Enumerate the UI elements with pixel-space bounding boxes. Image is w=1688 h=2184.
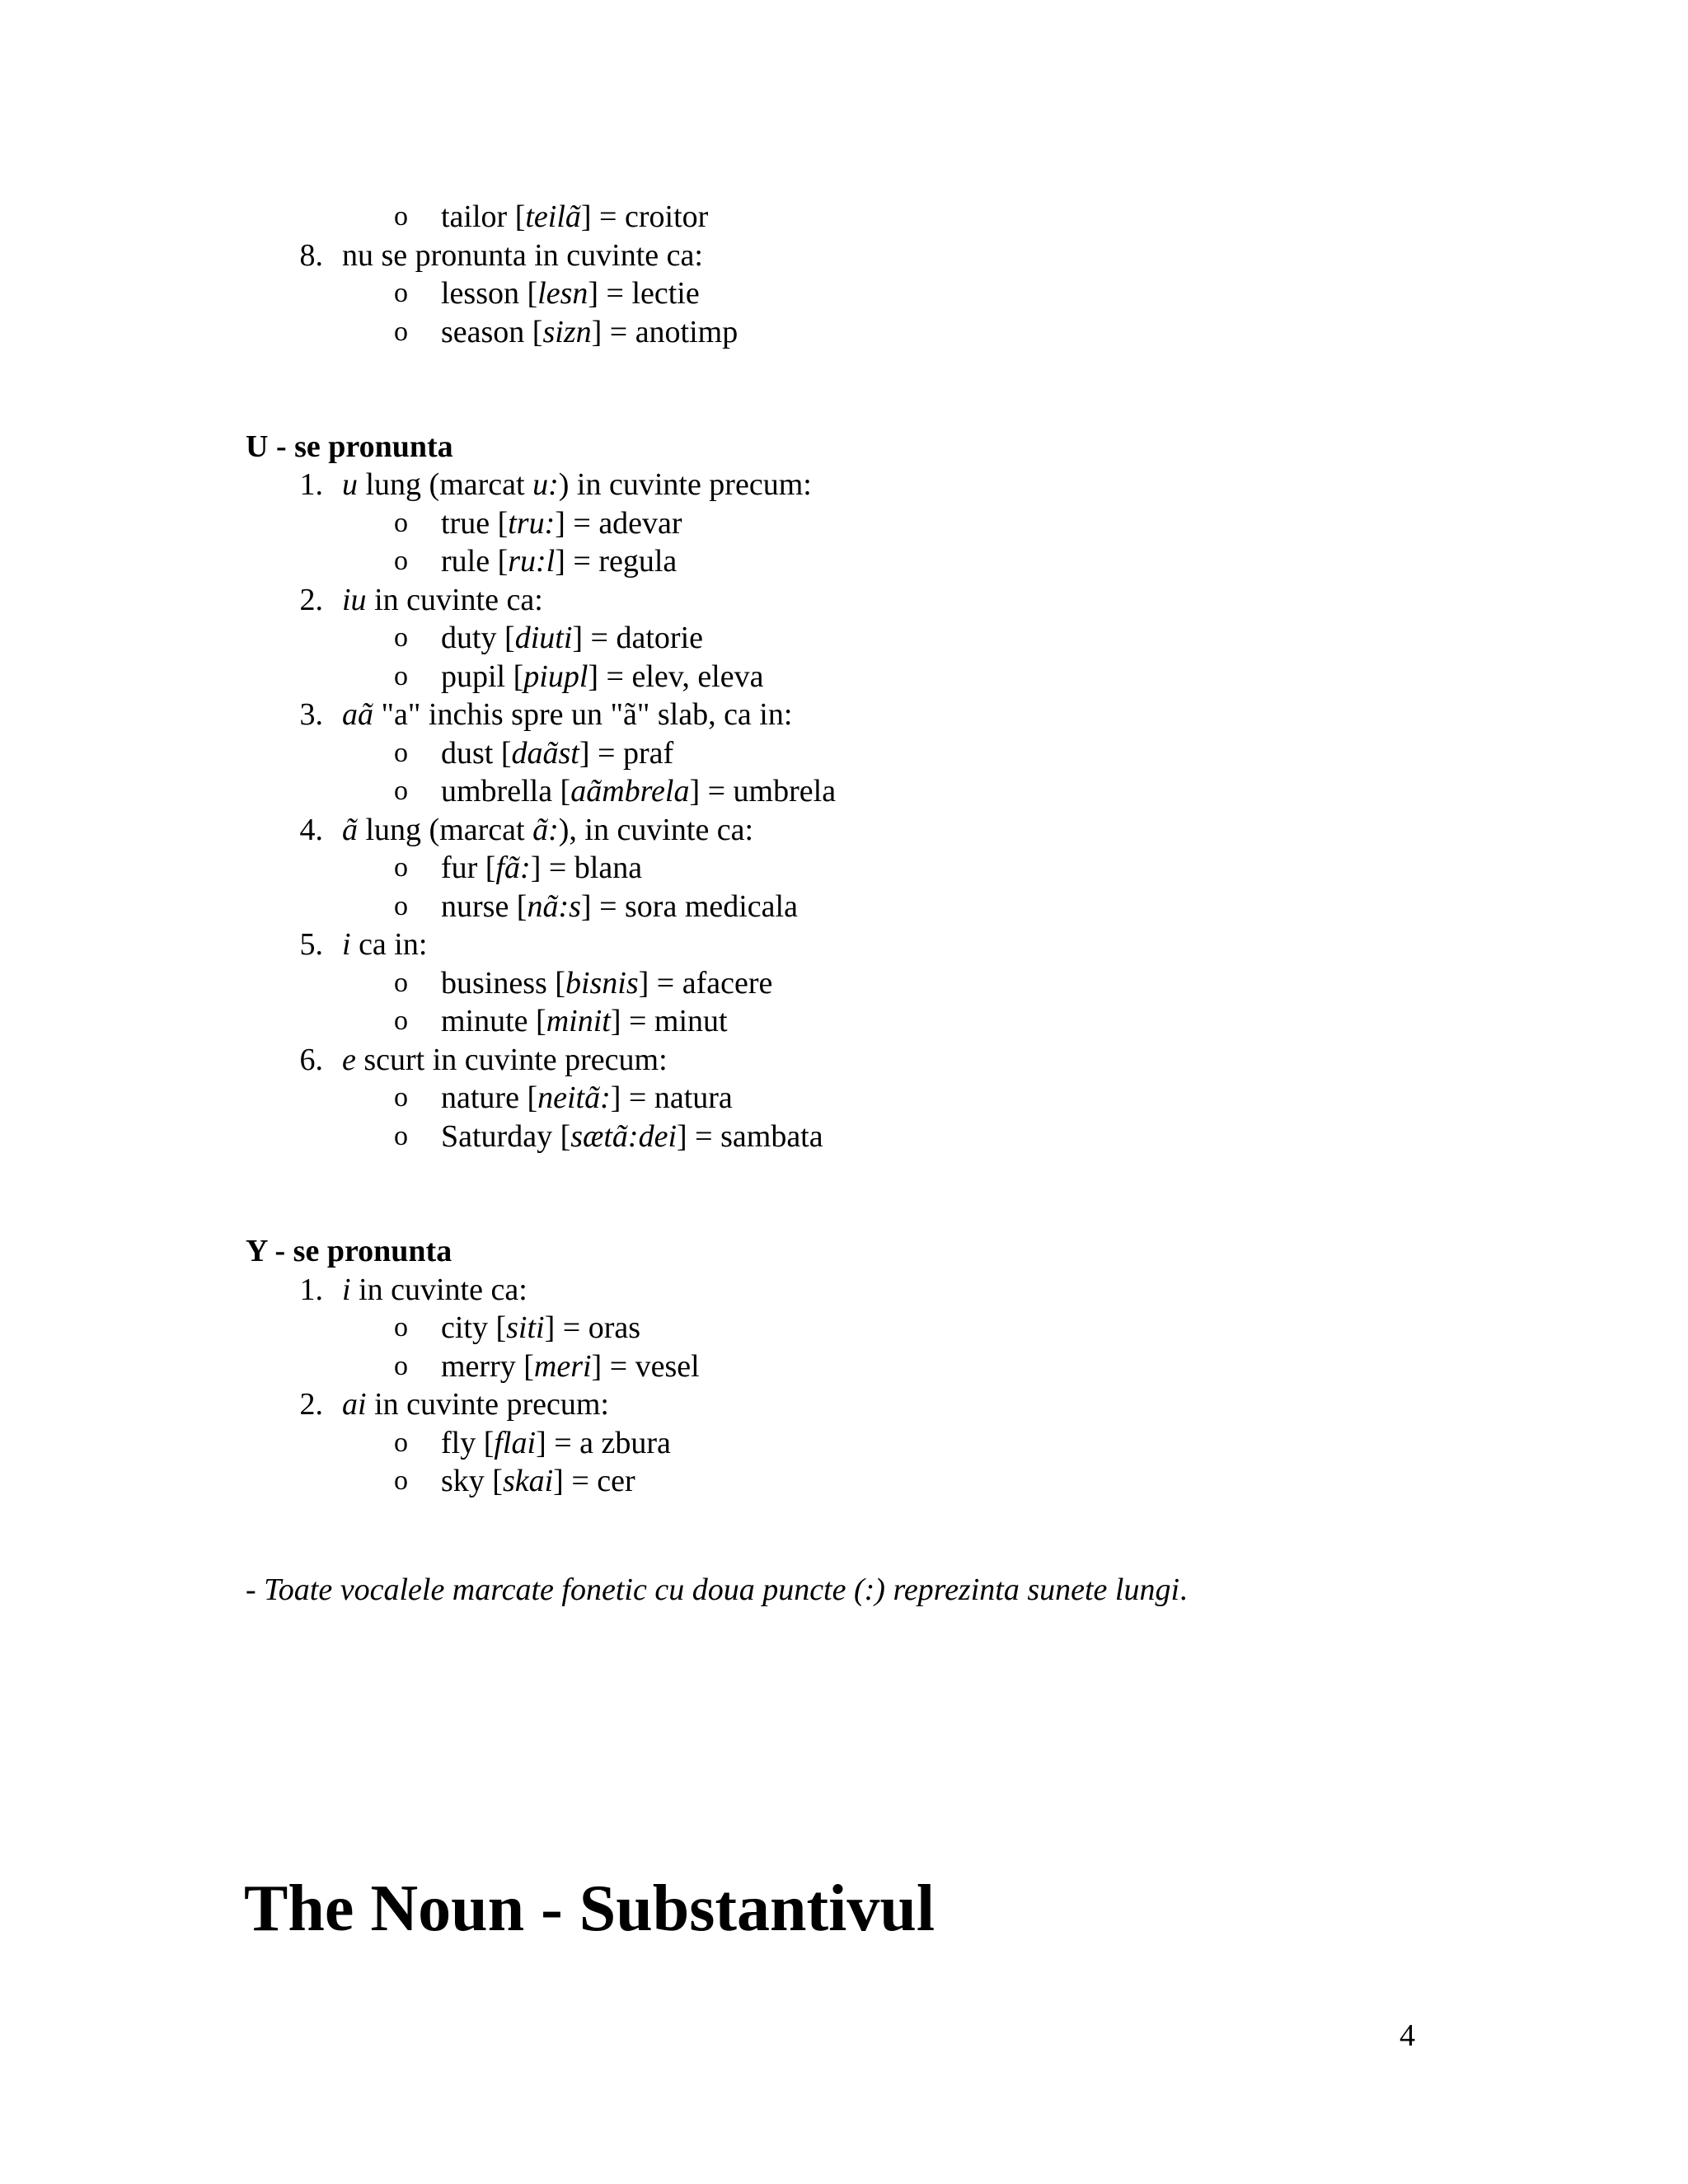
section-heading-u: U - se pronunta bbox=[246, 429, 453, 464]
list-item bbox=[441, 1002, 728, 1040]
item-translation: ] = praf bbox=[579, 736, 674, 771]
list-number: 1. bbox=[299, 467, 323, 502]
phonetic-text: fã: bbox=[495, 851, 531, 885]
item-word: umbrella [ bbox=[441, 774, 571, 808]
item-word: city [ bbox=[441, 1310, 507, 1345]
item-text: lung (marcat bbox=[358, 813, 533, 847]
bullet-marker: o bbox=[394, 776, 408, 806]
list-item bbox=[441, 1309, 640, 1347]
list-item bbox=[441, 1424, 671, 1462]
list-number: 2. bbox=[299, 583, 323, 617]
item-translation: ] = croitor bbox=[580, 199, 709, 234]
phonetic-text: bisnis bbox=[565, 966, 639, 1001]
phonetic-text: teilã bbox=[525, 199, 581, 234]
bullet-marker: o bbox=[394, 891, 408, 921]
list-item bbox=[342, 466, 812, 504]
list-number: 3. bbox=[299, 697, 323, 732]
item-translation: ] = datorie bbox=[572, 621, 703, 655]
phonetic-text: aã bbox=[342, 697, 373, 732]
list-number: 8. bbox=[299, 238, 323, 273]
item-word: lesson [ bbox=[441, 276, 538, 311]
phonetic-text: skai bbox=[502, 1464, 554, 1498]
list-item bbox=[441, 1118, 823, 1155]
list-item bbox=[441, 198, 708, 236]
list-item bbox=[342, 1385, 609, 1423]
bullet-marker: o bbox=[394, 1427, 408, 1458]
bullet-marker: o bbox=[394, 1082, 408, 1113]
item-word: rule [ bbox=[441, 544, 509, 579]
phonetic-text: minit bbox=[546, 1004, 611, 1038]
phonetic-text: i bbox=[342, 927, 351, 962]
bullet-marker: o bbox=[394, 201, 408, 232]
list-number: 4. bbox=[299, 813, 323, 847]
bullet-marker: o bbox=[394, 661, 408, 691]
list-item bbox=[441, 274, 700, 312]
item-text: in cuvinte ca: bbox=[350, 1272, 528, 1307]
item-text: scurt in cuvinte precum: bbox=[355, 1043, 668, 1077]
item-word: merry [ bbox=[441, 1349, 534, 1384]
item-translation: ] = a zbura bbox=[536, 1426, 671, 1460]
item-text: "a" inchis spre un "ã" slab, ca in: bbox=[373, 697, 793, 732]
item-translation: ] = cer bbox=[553, 1464, 635, 1498]
phonetic-text: lesn bbox=[537, 276, 588, 311]
list-item bbox=[441, 849, 642, 887]
item-word: true [ bbox=[441, 506, 509, 541]
item-word: business [ bbox=[441, 966, 565, 1001]
item-word: sky [ bbox=[441, 1464, 503, 1498]
bullet-marker: o bbox=[394, 1121, 408, 1151]
page-number: 4 bbox=[1400, 2018, 1415, 2053]
phonetic-text: neitã: bbox=[537, 1080, 611, 1115]
bullet-marker: o bbox=[394, 1351, 408, 1381]
list-number: 2. bbox=[299, 1387, 323, 1422]
phonetic-text: u: bbox=[532, 467, 559, 502]
phonetic-text: sætã:dei bbox=[570, 1119, 678, 1154]
phonetic-text: tru: bbox=[508, 506, 556, 541]
item-word: fur [ bbox=[441, 851, 496, 885]
item-translation: ] = blana bbox=[530, 851, 643, 885]
phonetic-text: nã:s bbox=[527, 889, 581, 924]
item-text: ca in: bbox=[350, 927, 428, 962]
item-translation: ] = afacere bbox=[638, 966, 773, 1001]
list-item bbox=[441, 964, 772, 1002]
list-item bbox=[441, 1079, 733, 1117]
list-item bbox=[342, 1041, 668, 1079]
list-item bbox=[441, 1347, 700, 1385]
bullet-marker: o bbox=[394, 852, 408, 883]
item-text: lung (marcat bbox=[358, 467, 533, 502]
bullet-marker: o bbox=[394, 1465, 408, 1496]
list-item bbox=[441, 313, 738, 351]
list-item bbox=[342, 1271, 528, 1309]
item-translation: ] = anotimp bbox=[591, 315, 738, 349]
item-word: Saturday [ bbox=[441, 1119, 571, 1154]
list-item: nu se pronunta in cuvinte ca: bbox=[342, 238, 703, 273]
item-text: in cuvinte precum: bbox=[366, 1387, 609, 1422]
bullet-marker: o bbox=[394, 968, 408, 998]
item-translation: ] = sambata bbox=[677, 1119, 823, 1154]
list-item bbox=[342, 811, 753, 849]
phonetic-text: piupl bbox=[523, 659, 588, 694]
bullet-marker: o bbox=[394, 316, 408, 347]
item-word: duty [ bbox=[441, 621, 515, 655]
phonetic-text: diuti bbox=[514, 621, 573, 655]
list-number: 1. bbox=[299, 1272, 323, 1307]
phonetic-text: ru:l bbox=[508, 544, 556, 579]
bullet-marker: o bbox=[394, 622, 408, 653]
bullet-marker: o bbox=[394, 278, 408, 308]
item-translation: ] = umbrela bbox=[689, 774, 837, 808]
item-text: in cuvinte ca: bbox=[366, 583, 543, 617]
item-word: season [ bbox=[441, 315, 543, 349]
item-word: pupil [ bbox=[441, 659, 524, 694]
list-number: 6. bbox=[299, 1043, 323, 1077]
phonetic-text: e bbox=[342, 1043, 356, 1077]
phonetic-text: u bbox=[342, 467, 358, 502]
list-item bbox=[441, 619, 703, 657]
bullet-marker: o bbox=[394, 738, 408, 768]
list-item bbox=[441, 734, 673, 772]
phonetic-text: sizn bbox=[542, 315, 592, 349]
item-word: minute [ bbox=[441, 1004, 546, 1038]
note-body: Toate vocalele marcate fonetic cu doua puncte (:) reprezinta sunete lungi bbox=[264, 1572, 1180, 1607]
list-item bbox=[441, 542, 677, 580]
list-item bbox=[441, 504, 682, 542]
list-item bbox=[342, 926, 427, 963]
list-item bbox=[342, 696, 792, 733]
bullet-marker: o bbox=[394, 508, 408, 538]
item-translation: ] = adevar bbox=[555, 506, 682, 541]
item-text: ) in cuvinte precum: bbox=[558, 467, 812, 502]
bullet-marker: o bbox=[394, 546, 408, 576]
item-translation: ] = minut bbox=[610, 1004, 728, 1038]
note-end: . bbox=[1179, 1572, 1188, 1607]
item-translation: ] = regula bbox=[555, 544, 678, 579]
bullet-marker: o bbox=[394, 1005, 408, 1036]
list-item bbox=[441, 888, 798, 926]
phonetic-text: siti bbox=[506, 1310, 545, 1345]
phonetic-text: ã: bbox=[532, 813, 559, 847]
item-translation: ] = oras bbox=[544, 1310, 641, 1345]
phonetic-text: flai bbox=[494, 1426, 537, 1460]
section-heading-y: Y - se pronunta bbox=[246, 1234, 452, 1268]
item-translation: ] = sora medicala bbox=[580, 889, 798, 924]
footnote-text bbox=[246, 1571, 1188, 1609]
page-title: The Noun - Substantivul bbox=[244, 1872, 935, 1945]
item-word: nurse [ bbox=[441, 889, 528, 924]
item-word: tailor [ bbox=[441, 199, 526, 234]
phonetic-text: ã bbox=[342, 813, 358, 847]
phonetic-text: ai bbox=[342, 1387, 367, 1422]
bullet-marker: o bbox=[394, 1312, 408, 1343]
phonetic-text: iu bbox=[342, 583, 367, 617]
phonetic-text: i bbox=[342, 1272, 351, 1307]
item-translation: ] = elev, eleva bbox=[588, 659, 764, 694]
item-word: nature [ bbox=[441, 1080, 538, 1115]
list-number: 5. bbox=[299, 927, 323, 962]
list-item bbox=[342, 581, 543, 619]
list-item bbox=[441, 772, 836, 810]
note-dash: - bbox=[246, 1572, 265, 1607]
item-word: fly [ bbox=[441, 1426, 495, 1460]
item-translation: ] = lectie bbox=[588, 276, 700, 311]
phonetic-text: aãmbrela bbox=[570, 774, 690, 808]
item-text: ), in cuvinte ca: bbox=[558, 813, 754, 847]
phonetic-text: meri bbox=[533, 1349, 592, 1384]
item-translation: ] = natura bbox=[610, 1080, 733, 1115]
item-word: dust [ bbox=[441, 736, 512, 771]
list-item bbox=[441, 658, 763, 696]
list-item bbox=[441, 1462, 635, 1500]
item-translation: ] = vesel bbox=[591, 1349, 700, 1384]
phonetic-text: daãst bbox=[511, 736, 579, 771]
